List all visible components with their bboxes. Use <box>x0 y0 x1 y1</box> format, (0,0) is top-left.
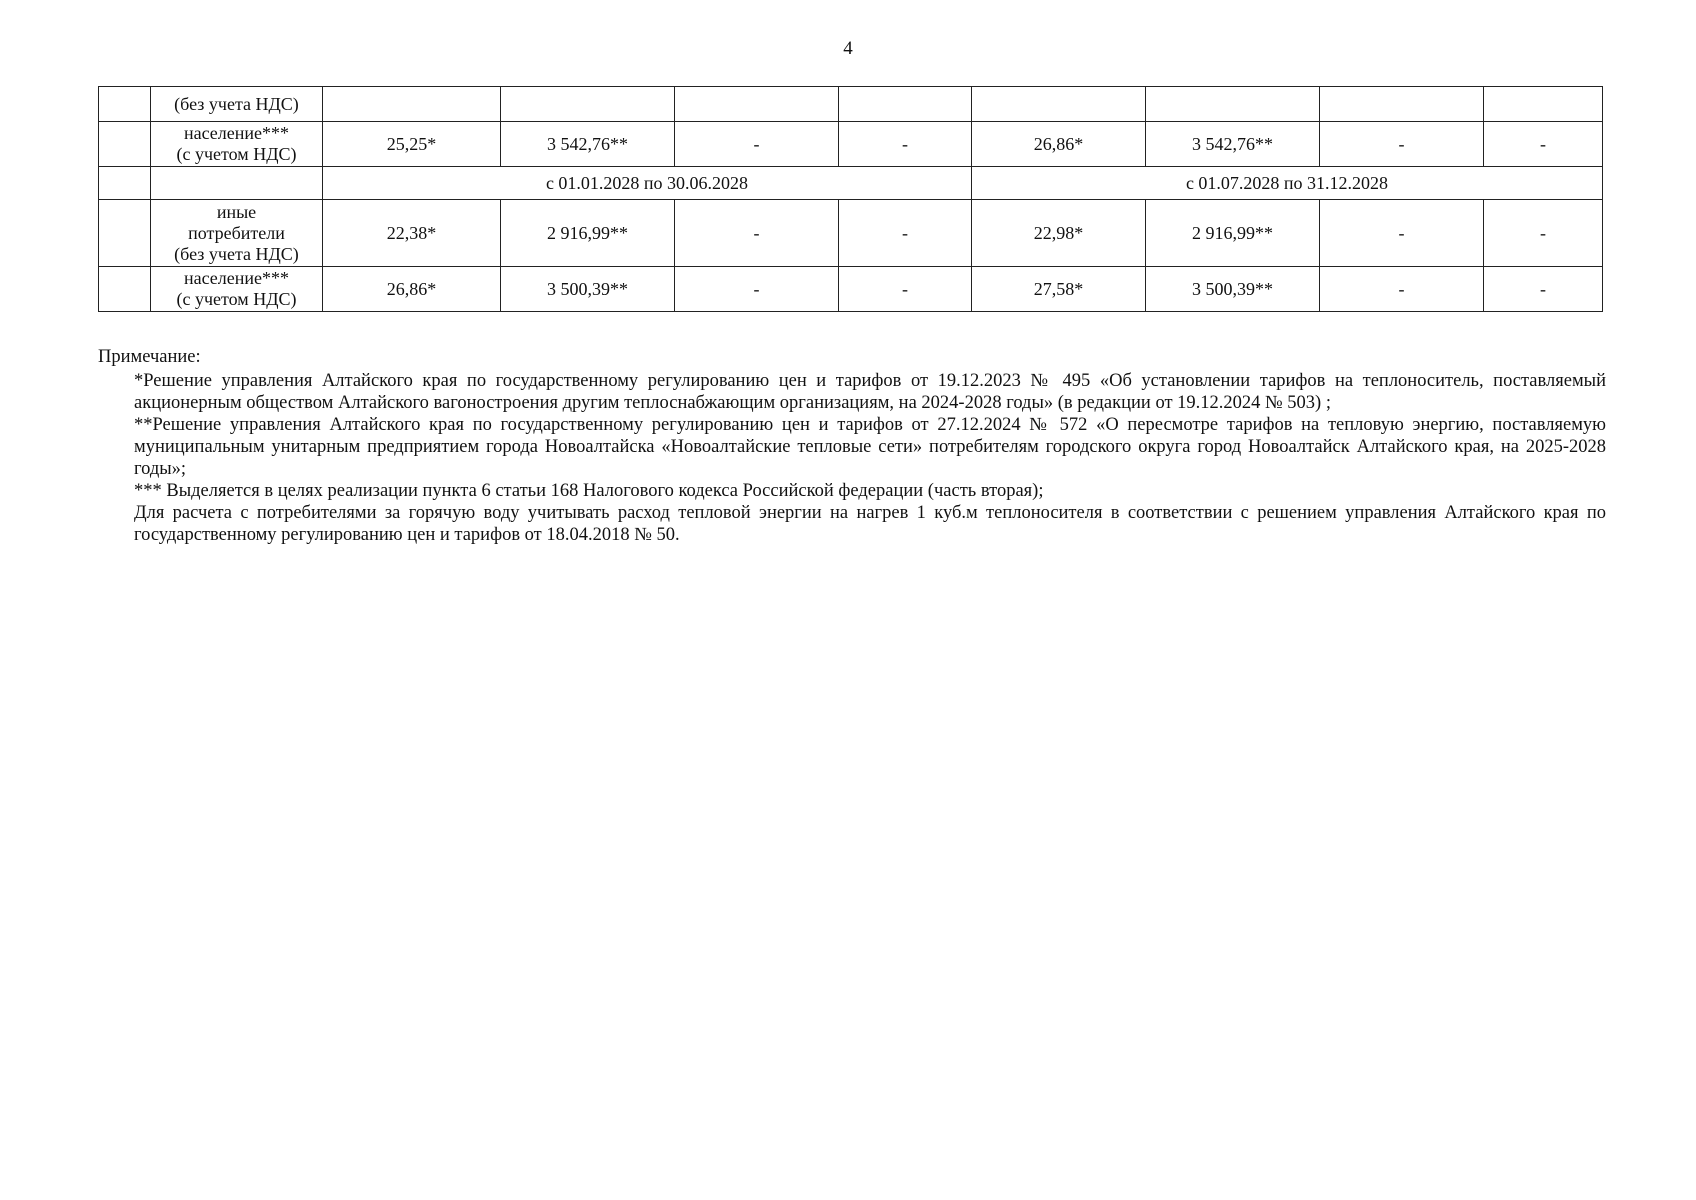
footnote-3: *** Выделяется в целях реализации пункта 6 статьи 168 Налогового кодекса Российской федерации (часть вторая); <box>134 481 1044 501</box>
table-row <box>99 267 1603 312</box>
table-cell: - <box>1320 267 1484 312</box>
footnote-2: **Решение управления Алтайского края по государственному регулированию цен и тарифов от 27.12.2024 № 572 «О пересмотре тарифов на тепловую энергию, поставляемую муниципальным унитарным предприятием города Новоалтайска «Новоалтайские тепловые сети» потребителям городского округа город Новоалтайск Алтайского края, на 2025-2028 годы»; <box>134 415 1606 479</box>
consumer-category-cell: население*** (с учетом НДС) <box>151 267 323 312</box>
consumer-category-cell: (без учета НДС) <box>151 87 323 122</box>
row-number-cell <box>99 122 151 167</box>
table-row <box>99 122 1603 167</box>
table-cell: - <box>1484 267 1603 312</box>
table-cell <box>1320 87 1484 122</box>
table-cell: 27,58* <box>972 267 1146 312</box>
table-cell: 25,25* <box>323 122 501 167</box>
page-number: 4 <box>843 38 853 59</box>
row-number-cell <box>99 267 151 312</box>
table-cell: - <box>839 200 972 267</box>
notes-section <box>98 346 1606 546</box>
tariff-table <box>98 86 1603 312</box>
footnote-1: *Решение управления Алтайского края по государственному регулированию цен и тарифов от 19.12.2023 № 495 «Об установлении тарифов на теплоноситель, поставляемый акционерным обществом Алтайского вагоностроения другим теплоснабжающим организациям, на 2024-2028 годы» (в редакции от 19.12.2024 № 503) ; <box>134 371 1606 413</box>
table-cell <box>323 87 501 122</box>
table-cell: 2 916,99** <box>501 200 675 267</box>
footnote-4: Для расчета с потребителями за горячую воду учитывать расход тепловой энергии на нагрев 1 куб.м теплоносителя в соответствии с решением управления Алтайского края по государственному регулированию цен и тарифов от 18.04.2018 № 50. <box>134 503 1606 545</box>
row-number-cell <box>99 200 151 267</box>
table-cell: 3 500,39** <box>1146 267 1320 312</box>
table-cell: - <box>675 200 839 267</box>
table-cell: - <box>839 122 972 167</box>
period-header-first-half: с 01.01.2028 по 30.06.2028 <box>323 167 972 200</box>
table-cell: 22,38* <box>323 200 501 267</box>
table-cell <box>1146 87 1320 122</box>
table-cell <box>501 87 675 122</box>
period-header-second-half: с 01.07.2028 по 31.12.2028 <box>972 167 1603 200</box>
table-cell: 3 542,76** <box>1146 122 1320 167</box>
table-cell <box>1484 87 1603 122</box>
row-number-cell <box>99 167 151 200</box>
table-cell: - <box>1484 122 1603 167</box>
table-cell: - <box>839 267 972 312</box>
table-cell: - <box>1320 122 1484 167</box>
table-cell: 26,86* <box>972 122 1146 167</box>
row-number-cell <box>99 87 151 122</box>
table-cell <box>972 87 1146 122</box>
table-cell: 3 500,39** <box>501 267 675 312</box>
table-cell: 26,86* <box>323 267 501 312</box>
table-row <box>99 87 1603 122</box>
period-row <box>99 167 1603 200</box>
table-cell <box>675 87 839 122</box>
table-row <box>99 200 1603 267</box>
table-cell: 22,98* <box>972 200 1146 267</box>
consumer-category-cell: иные потребители (без учета НДС) <box>151 200 323 267</box>
table-cell <box>839 87 972 122</box>
table-cell: - <box>675 267 839 312</box>
notes-heading: Примечание: <box>98 347 201 367</box>
table-cell: - <box>675 122 839 167</box>
consumer-category-cell: население*** (с учетом НДС) <box>151 122 323 167</box>
table-cell: 2 916,99** <box>1146 200 1320 267</box>
table-cell: - <box>1320 200 1484 267</box>
table-cell: 3 542,76** <box>501 122 675 167</box>
consumer-category-cell <box>151 167 323 200</box>
table-cell: - <box>1484 200 1603 267</box>
